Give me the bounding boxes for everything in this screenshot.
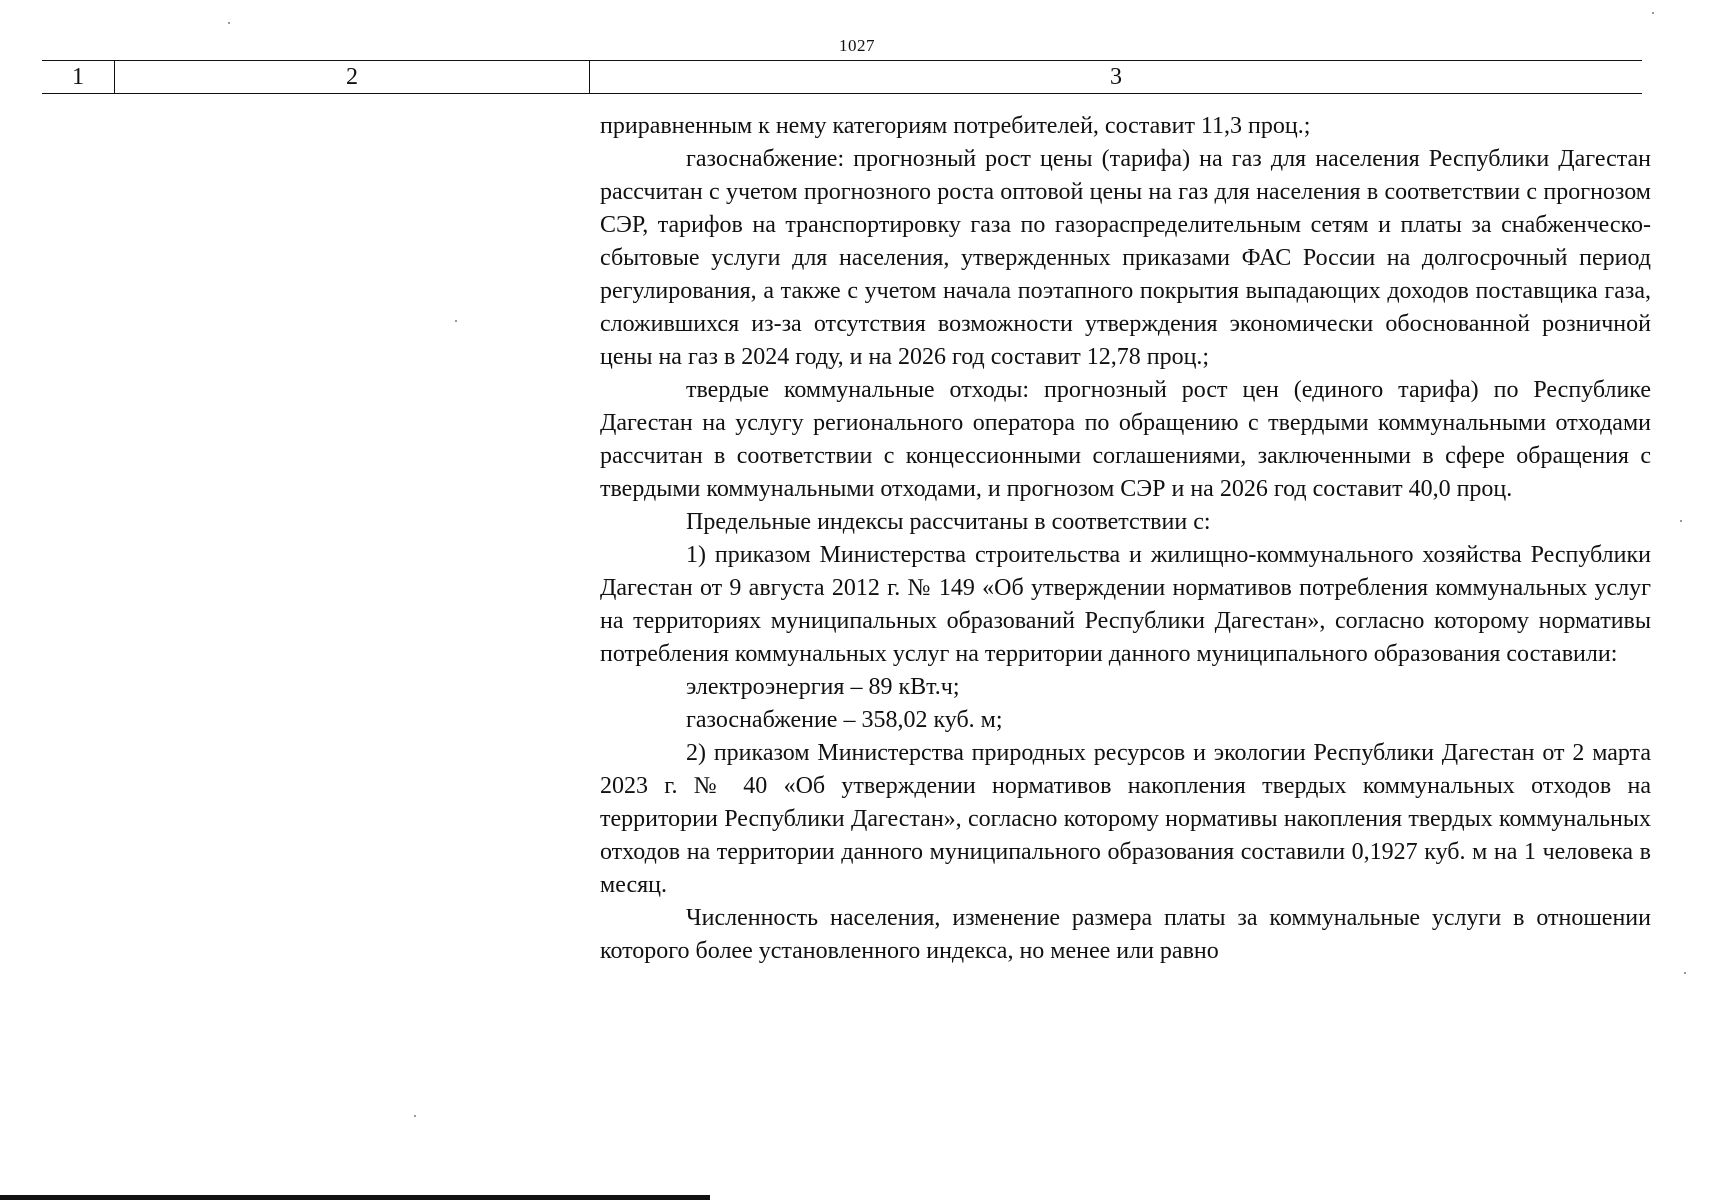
document-body [600, 110, 1651, 968]
paragraph-gas-norm: газоснабжение – 358,02 куб. м; [686, 707, 1003, 733]
paragraph-indices-intro: Предельные индексы рассчитаны в соответствии с: [686, 509, 1211, 535]
paragraph-population: Численность населения, изменение размера платы за коммунальные услуги в отношении которого более установленного индекса, но менее или равно [600, 905, 1651, 964]
table-header-row [42, 60, 1642, 94]
scan-speck [455, 320, 457, 322]
column-header-2: 2 [114, 61, 589, 93]
column-header-3: 3 [589, 61, 1642, 93]
paragraph-order-149: 1) приказом Министерства строительства и жилищно-коммунального хозяйства Республики Дагестан от 9 августа 2012 г. № 149 «Об утверждении нормативов потребления коммунальных услуг на территориях муниципальных образований Республики Дагестан», согласно которому нормативы потребления коммунальных услуг на территории данного муниципального образования составили: [600, 542, 1651, 667]
page-number: 1027 [839, 36, 875, 55]
paragraph-order-40: 2) приказом Министерства природных ресурсов и экологии Республики Дагестан от 2 марта 2023 г. № 40 «Об утверждении нормативов накопления твердых коммунальных отходов на территории Республики Дагестан», согласно которому нормативы накопления твердых коммунальных отходов на территории данного муниципального образования составили 0,1927 куб. м на 1 человека в месяц. [600, 740, 1651, 898]
paragraph-electricity: электроэнергия – 89 кВт.ч; [686, 674, 960, 700]
paragraph-solid-waste: твердые коммунальные отходы: прогнозный рост цен (единого тарифа) по Республике Дагестан на услугу регионального оператора по обращению с твердыми коммунальными отходами рассчитан в соответствии с концессионными соглашениями, заключенными в сфере обращения с твердыми коммунальными отходами, и прогнозом СЭР и на 2026 год составит 40,0 проц. [600, 377, 1651, 502]
scan-speck [1652, 12, 1654, 14]
scan-speck [414, 1115, 416, 1117]
scan-speck [228, 22, 230, 24]
bottom-scan-edge [0, 1195, 710, 1200]
scan-speck [1684, 972, 1686, 974]
paragraph-1: приравненным к нему категориям потребителей, составит 11,3 проц.; [600, 113, 1311, 139]
paragraph-gas-supply: газоснабжение: прогнозный рост цены (тарифа) на газ для населения Республики Дагестан рассчитан с учетом прогнозного роста оптовой цены на газ для населения в соответствии с прогнозом СЭР, тарифов на транспортировку газа по газораспределительным сетям и платы за снабженческо-сбытовые услуги для населения, утвержденных приказами ФАС России на долгосрочный период регулирования, а также с учетом начала поэтапного покрытия выпадающих доходов поставщика газа, сложившихся из-за отсутствия возможности утверждения экономически обоснованной розничной цены на газ в 2024 году, и на 2026 год составит 12,78 проц.; [600, 146, 1651, 370]
scan-speck [1680, 520, 1682, 522]
column-header-1: 1 [72, 63, 84, 90]
